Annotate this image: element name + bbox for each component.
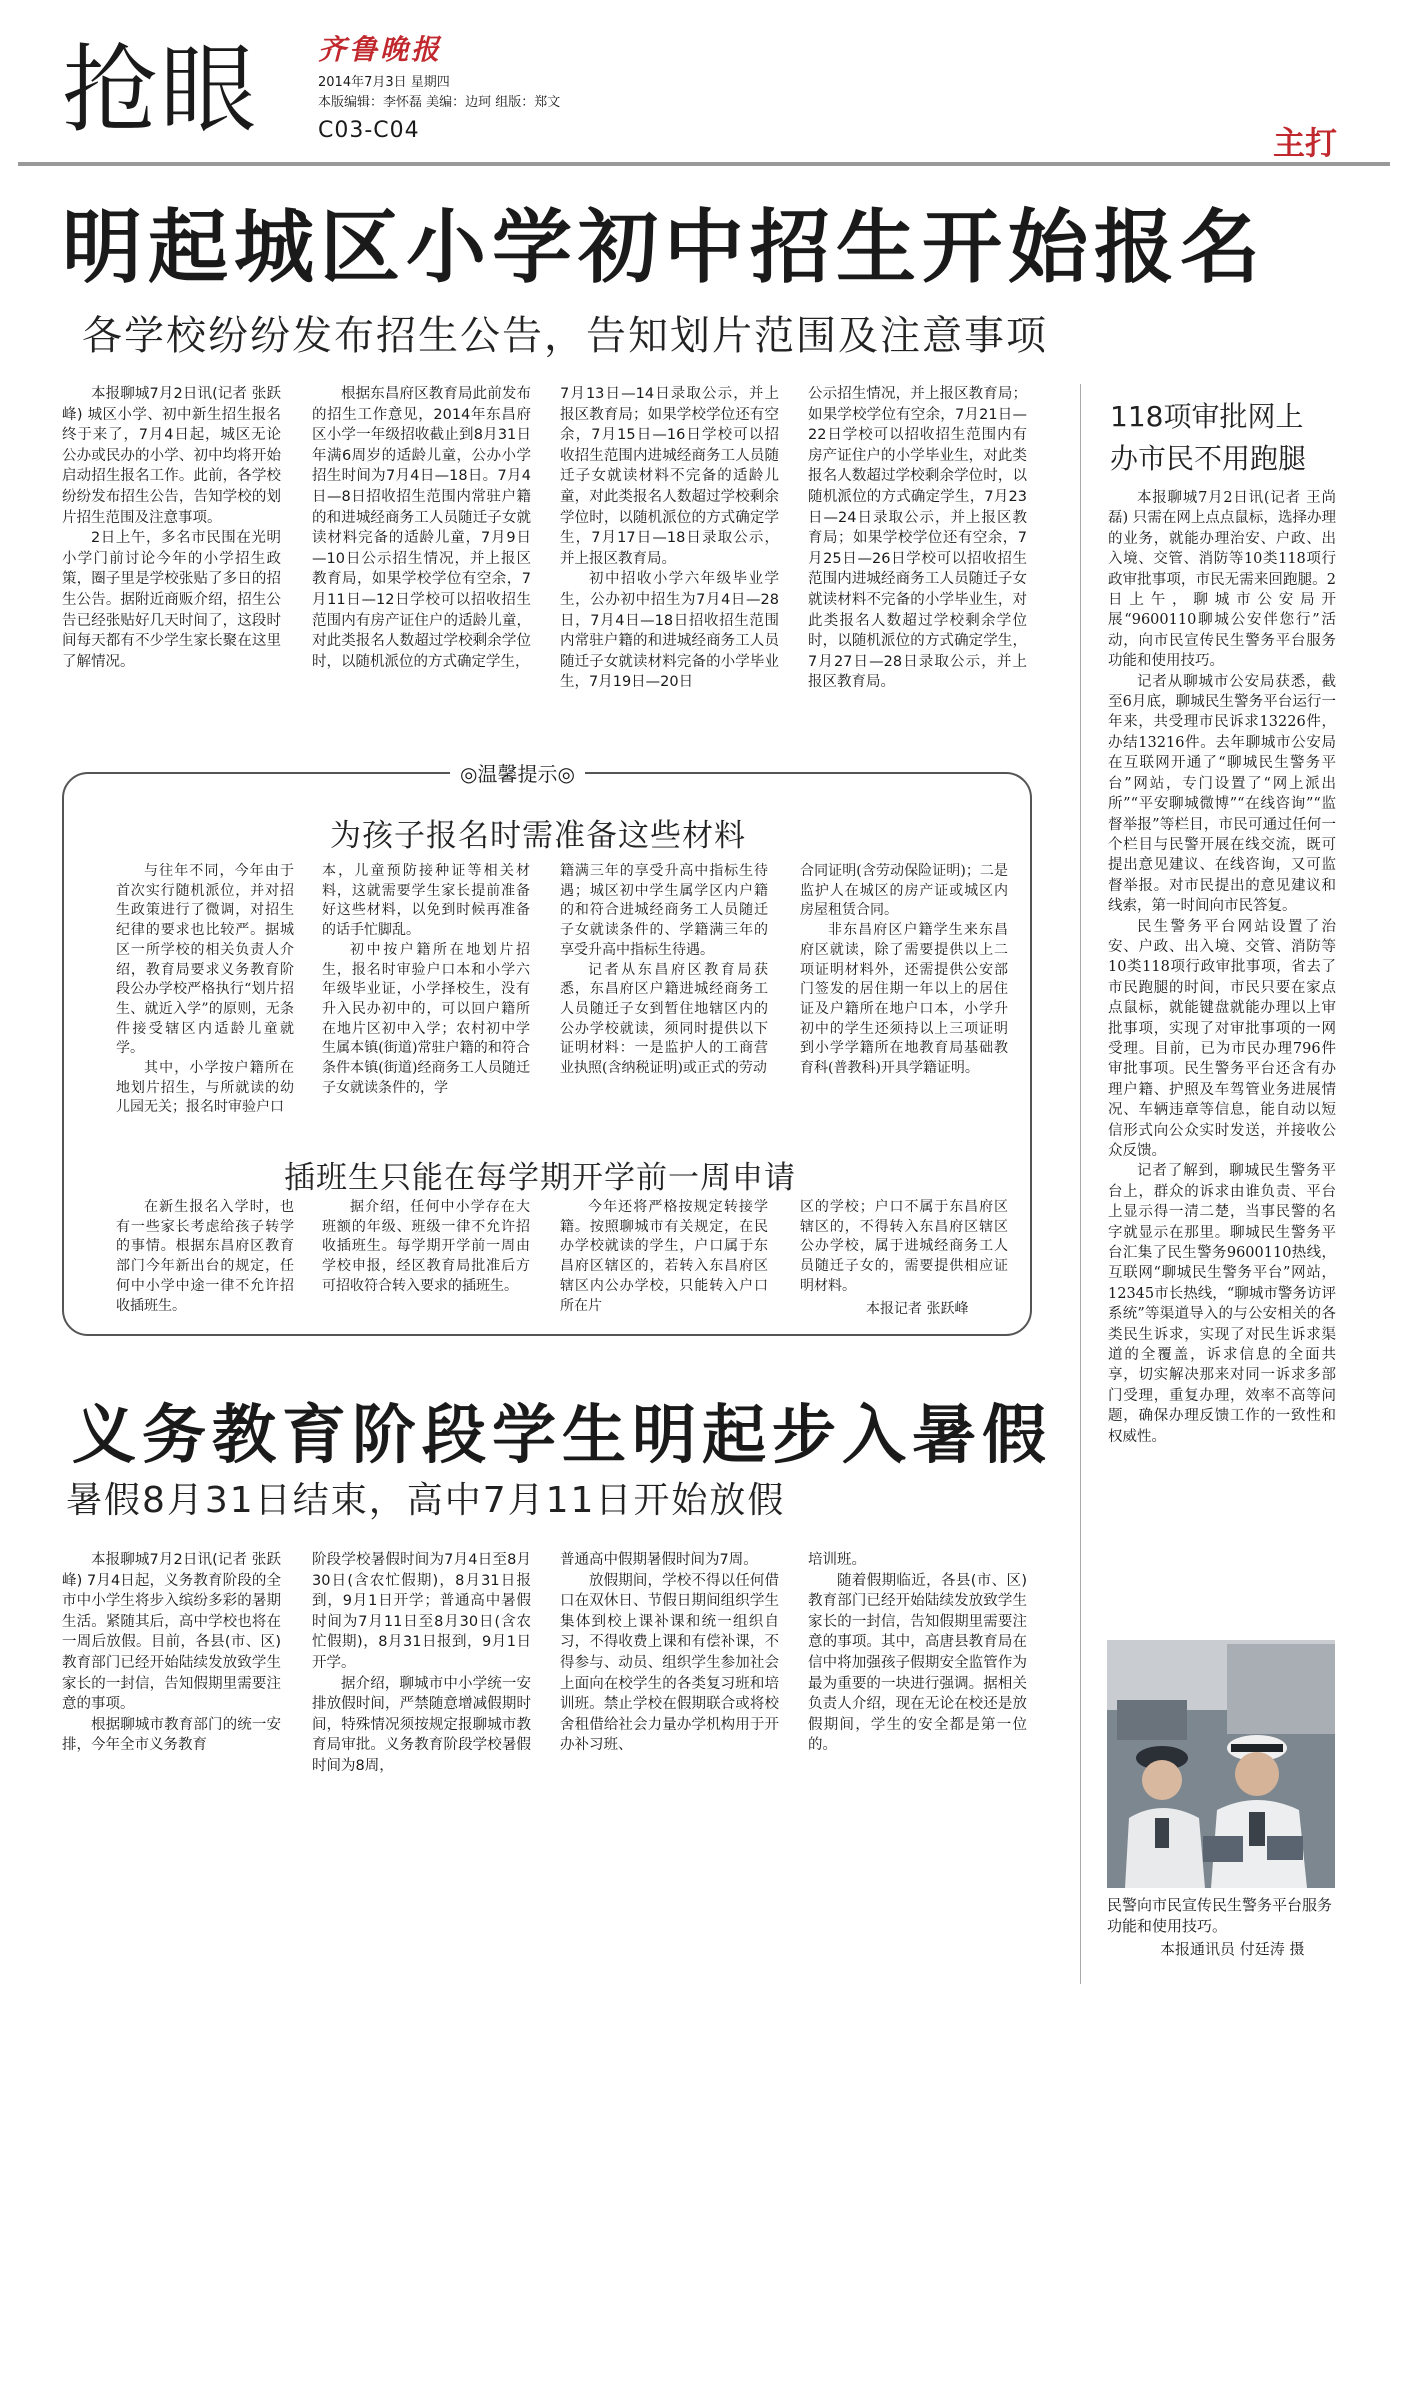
paragraph: 据介绍，任何中小学存在大班额的年级、班级一律不允许招收插班生。每学期开学前一周由学校申报，经区教育局批准后方可招收符合转入要求的插班生。	[322, 1199, 530, 1294]
paragraph: 根据东昌府区教育局此前发布的招生工作意见，2014年东昌府区小学一年级招收截止到8月31日年满6周岁的适龄儿童，公办小学招生时间为7月4日—18日。7月4日—8日招收招生范围内常驻户籍的和进城经商务工人员随迁子女就读材料完备的适龄儿童，7月9日—10日公示招生情况，并上报区教育局，如果学校学位有空余，7月11日—12日学校可以招收招生范围内有房产证住户的适龄儿童，对此类报名人数超过学校剩余学位时，以随机派位的方式确定学生，	[312, 386, 531, 670]
story1-column-2	[312, 384, 531, 720]
story2-headline: 义务教育阶段学生明起步入暑假	[72, 1399, 1052, 1473]
tip-subheading-materials: 为孩子报名时需准备这些材料	[330, 818, 746, 854]
paragraph: 根据聊城市教育部门的统一安排，今年全市义务教育	[62, 1716, 281, 1754]
paragraph: 本报聊城7月2日讯(记者 王尚磊) 只需在网上点点鼠标，选择办理的业务，就能办理治安、户政、出入境、交管、消防等10类118项行政审批事项，市民无需来回跑腿。2日上午，聊城市公安局开展“9600110聊城公安伴您行”活动，向市民宣传民生警务平台服务功能和使用技巧。	[1108, 490, 1336, 670]
newspaper-logo: 齐鲁晚报	[318, 33, 443, 66]
section-title: 抢眼	[62, 34, 258, 146]
editors-line: 本版编辑：李怀磊 美编：边珂 组版：郑文	[318, 95, 561, 110]
paragraph: 区的学校；户口不属于东昌府区辖区的，不得转入东昌府区辖区公办学校，属于进城经商务工人员随迁子女的，需要提供相应证明材料。	[800, 1199, 1008, 1294]
story1-subheadline: 各学校纷纷发布招生公告，告知划片范围及注意事项	[82, 313, 1048, 359]
story1-column-4	[808, 384, 1027, 720]
police-officers-photo	[1107, 1640, 1335, 1888]
paragraph: 合同证明(含劳动保险证明)；二是监护人在城区的房产证或城区内房屋租赁合同。	[800, 863, 1008, 919]
column-divider	[1080, 384, 1081, 1984]
tip-subheading-transfer: 插班生只能在每学期开学前一周申请	[284, 1160, 796, 1196]
paragraph: 7月13日—14日录取公示，并上报区教育局；如果学校学位还有空余，7月15日—16日学校可以招收招生范围内进城经商务工人员随迁子女就读材料不完备的适龄儿童，对此类报名人数超过学校剩余学位时，以随机派位的方式确定学生，7月17日—18日录取公示，并上报区教育局。	[560, 386, 779, 567]
paragraph: 阶段学校暑假时间为7月4日至8月30日(含农忙假期)，8月31日报到，9月1日开学；普通高中暑假时间为7月11日至8月30日(含农忙假期)，8月31日报到，9月1日开学。	[312, 1552, 531, 1671]
story2-subheadline: 暑假8月31日结束，高中7月11日开始放假	[66, 1480, 786, 1521]
tip-box-label: ◎温馨提示◎	[450, 758, 585, 787]
tip-column-2	[322, 862, 530, 1156]
story2-column-3	[560, 1550, 779, 1795]
date-line: 2014年7月3日 星期四	[318, 75, 450, 90]
tip-lower-column-2	[322, 1198, 530, 1324]
paragraph: 放假期间，学校不得以任何借口在双休日、节假日期间组织学生集体到校上课补课和统一组织自习，不得收费上课和有偿补课，不得参与、动员、组织学生参加社会上面向在校学生的各类复习班和培训班。禁止学校在假期联合或将校舍租借给社会力量办学机构用于开办补习班、	[560, 1572, 779, 1754]
paragraph: 本报聊城7月2日讯(记者 张跃峰) 7月4日起，义务教育阶段的全市中小学生将步入缤纷多彩的暑期生活。紧随其后，高中学校也将在一周后放假。目前，各县(市、区)教育部门已经开始陆续发放致学生家长的一封信，告知假期里需要注意的事项。	[62, 1552, 281, 1713]
story2-column-2	[312, 1550, 531, 1795]
story2-column-1	[62, 1550, 281, 1795]
paragraph: 今年还将严格按规定转接学籍。按照聊城市有关规定，在民办学校就读的学生，户口属于东昌府区辖区的，若转入东昌府区辖区内公办学校，只能转入户口所在片	[560, 1199, 768, 1314]
paragraph: 民生警务平台网站设置了治安、户政、出入境、交管、消防等10类118项行政审批事项，省去了市民跑腿的时间，市民只要在家点点鼠标，就能键盘就能办理以上审批事项，实现了对审批事项的一网受理。目前，已为市民办理796件审批事项。民生警务平台还含有办理户籍、护照及车驾管业务进展情况、车辆违章等信息，能自动以短信形式向公众实时发送，并接收公众反馈。	[1108, 918, 1336, 1159]
paragraph: 记者从东昌府区教育局获悉，东昌府区户籍进城经商务工人员随迁子女到暂住地辖区内的公办学校就读，须同时提供以下证明材料：一是监护人的工商营业执照(含纳税证明)或正式的劳动	[560, 961, 768, 1077]
paragraph: 记者从聊城市公安局获悉，截至6月底，聊城民生警务平台运行一年来，共受理市民诉求13226件，办结13216件。去年聊城市公安局在互联网开通了“聊城民生警务平台”网站，专门设置了“网上派出所”“平安聊城微博”“在线咨询”“监督举报”等栏目，市民可通过任何一个栏目与民警开展在线交流，既可提出意见建议、在线咨询，又可监督举报。对市民提出的意见建议和线索，第一时间向市民答复。	[1108, 673, 1336, 915]
tip-column-4	[800, 862, 1008, 1156]
tip-lower-column-1	[116, 1198, 294, 1324]
story1-column-1	[62, 384, 281, 720]
story2-column-4	[808, 1550, 1027, 1795]
tip-column-1	[116, 862, 294, 1156]
tip-column-3	[560, 862, 768, 1156]
side-headline: 118项审批网上办市民不用跑腿	[1110, 400, 1307, 475]
story1-headline: 明起城区小学初中招生开始报名	[62, 201, 1266, 294]
paragraph: 2日上午，多名市民围在光明小学门前讨论今年的小学招生政策，圈子里是学校张贴了多日的招生公告。据附近商贩介绍，招生公告已经张贴好几天时间了，这段时间每天都有不少学生家长聚在这里了解情况。	[62, 530, 281, 670]
paragraph: 初中按户籍所在地划片招生，报名时审验户口本和小学六年级毕业证，小学择校生，没有升入民办初中的，可以回户籍所在地片区初中入学；农村初中学生属本镇(街道)常驻户籍的和符合条件本镇(街道)经商务工人员随迁子女就读条件的，学	[322, 941, 530, 1096]
photo-credit: 本报通讯员 付廷涛 摄	[1160, 1940, 1305, 1958]
news-photo	[1107, 1640, 1335, 1888]
paragraph: 本报聊城7月2日讯(记者 张跃峰) 城区小学、初中新生招生报名终于来了，7月4日起，城区无论公办或民办的小学、初中均将开始启动招生报名工作。此前，各学校纷纷发布招生公告，告知学校的划片招生范围及注意事项。	[62, 386, 281, 526]
paragraph: 本，儿童预防接种证等相关材料，这就需要学生家长提前准备好这些材料，以免到时候再准备的话手忙脚乱。	[322, 863, 530, 939]
paragraph: 公示招生情况，并上报区教育局；如果学校学位有空余，7月21日—22日学校可以招收招生范围内有房产证住户的小学毕业生，对此类报名人数超过学校剩余学位时，以随机派位的方式确定学生，7月23日—24日录取公示，并上报区教育局；如果学校学位还有空余，7月25日—26日学校可以招收招生范围内进城经商务工人员随迁子女就读材料不完备的小学毕业生，对此类报名人数超过学校剩余学位时，以随机派位的方式确定学生，7月27日—28日录取公示，并上报区教育局。	[808, 386, 1027, 691]
story1-column-3	[560, 384, 779, 720]
header-rule	[18, 162, 1390, 166]
side-column	[1108, 488, 1336, 1610]
paragraph: 籍满三年的享受升高中指标生待遇；城区初中学生属学区内户籍的和符合进城经商务工人员随迁子女就读条件的、学籍满三年的享受升高中指标生待遇。	[560, 863, 768, 958]
paragraph: 随着假期临近，各县(市、区)教育部门已经开始陆续发放致学生家长的一封信，告知假期里需要注意的事项。其中，高唐县教育局在信中将加强孩子假期安全监管作为最为重要的一块进行强调。据相关负责人介绍，现在无论在校还是放假期间，学生的安全都是第一位的。	[808, 1572, 1027, 1754]
paragraph: 初中招收小学六年级毕业学生，公办初中招生为7月4日—28日，7月4日—18日招收招生范围内常驻户籍的和进城经商务工人员随迁子女就读材料完备的小学毕业生，7月19日—20日	[560, 571, 779, 691]
paragraph: 据介绍，聊城市中小学统一安排放假时间，严禁随意增减假期时间，特殊情况须按规定报聊城市教育局审批。义务教育阶段学校暑假时间为8周，	[312, 1675, 531, 1774]
photo-caption: 民警向市民宣传民生警务平台服务功能和使用技巧。	[1107, 1896, 1333, 1935]
paragraph: 记者了解到，聊城民生警务平台上，群众的诉求由谁负责、平台上显示得一清二楚，当事民警的名字就显示在那里。聊城民生警务平台汇集了民生警务9600110热线，互联网“聊城民生警务平台”网站，12345市长热线，“聊城市警务访评系统”等渠道导入的与公安相关的各类民生诉求，实现了对民生诉求渠道的全覆盖，诉求信息的全面共享，切实解决那来对同一诉求多部门受理，重复办理，效率不高等问题，确保办理反馈工作的一致性和权威性。	[1108, 1163, 1336, 1445]
page-range: C03-C04	[318, 118, 420, 143]
tip-lower-column-3	[560, 1198, 768, 1324]
tip-byline: 本报记者 张跃峰	[866, 1301, 969, 1317]
paragraph: 在新生报名入学时，也有一些家长考虑给孩子转学的事情。根据东昌府区教育部门今年新出台的规定，任何中小学中途一律不允许招收插班生。	[116, 1199, 294, 1314]
paragraph: 普通高中假期暑假时间为7周。	[560, 1552, 758, 1568]
paragraph: 非东昌府区户籍学生来东昌府区就读，除了需要提供以上二项证明材料外，还需提供公安部门签发的居住期一年以上的居住证及户籍所在地户口本，小学升初中的学生还须持以上三项证明到小学学籍所在地教育局基础教育科(普教科)开具学籍证明。	[800, 922, 1008, 1077]
tip-lower-column-4	[800, 1198, 1008, 1304]
section-tag: 主打	[1272, 124, 1337, 162]
paragraph: 其中，小学按户籍所在地划片招生，与所就读的幼儿园无关；报名时审验户口	[116, 1060, 294, 1116]
paragraph: 培训班。	[808, 1552, 866, 1568]
paragraph: 与往年不同，今年由于首次实行随机派位，并对招生政策进行了微调，对招生纪律的要求也比较严。据城区一所学校的相关负责人介绍，教育局要求义务教育阶段公办学校严格执行“划片招生、就近入学”的原则，无条件接受辖区内适龄儿童就学。	[116, 863, 294, 1057]
